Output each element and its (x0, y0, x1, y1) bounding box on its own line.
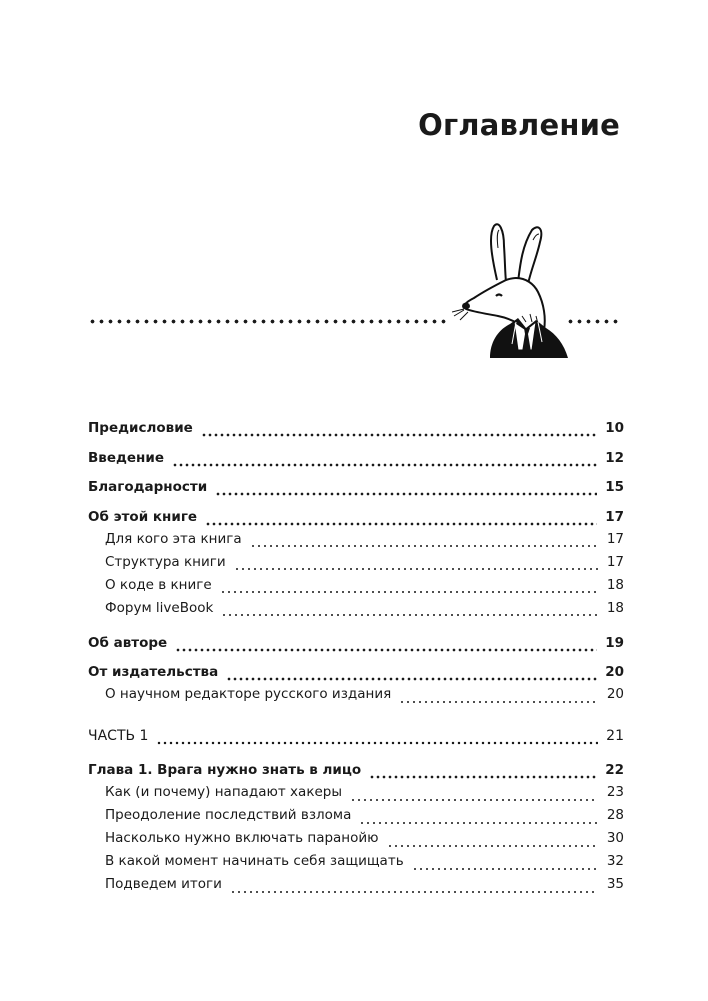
toc-entry-introduction[interactable] (88, 450, 624, 472)
toc-entry-label: О коде в книге (105, 576, 212, 593)
page-title: Оглавление (418, 108, 620, 142)
dotted-divider-right (566, 319, 620, 324)
toc-entry-about-book[interactable] (88, 509, 624, 531)
toc-subentry-audience[interactable] (88, 531, 624, 554)
toc-subentry-forum[interactable] (88, 600, 624, 623)
dot-leader (220, 590, 598, 594)
toc-entry-label: Введение (88, 449, 164, 466)
dot-leader (156, 741, 598, 745)
toc-entry-page: 30 (606, 830, 624, 846)
toc-subentry-code[interactable] (88, 577, 624, 600)
dot-leader (175, 648, 597, 652)
toc-entry-label: ЧАСТЬ 1 (88, 728, 149, 744)
toc-subentry-when-to-defend[interactable] (88, 853, 624, 876)
toc-entry-page: 28 (606, 807, 624, 823)
dot-leader (369, 775, 597, 779)
toc-subentry-paranoia[interactable] (88, 830, 624, 853)
rabbit-in-suit-illustration (452, 218, 570, 358)
toc-entry-label: Структура книги (105, 553, 226, 570)
toc-entry-page: 20 (605, 664, 624, 680)
dotted-divider-left (88, 319, 450, 324)
toc-entry-acknowledgements[interactable] (88, 479, 624, 501)
toc-entry-page: 12 (605, 449, 624, 466)
toc-entry-label: Благодарности (88, 479, 208, 495)
toc-entry-preface[interactable] (88, 420, 624, 442)
toc-entry-page: 20 (606, 686, 624, 702)
toc-entry-page: 18 (606, 599, 624, 616)
toc-entry-about-author[interactable] (88, 635, 624, 657)
toc-entry-page: 17 (606, 553, 624, 570)
toc-entry-page: 17 (605, 508, 624, 525)
toc-entry-label: В какой момент начинать себя защищать (105, 853, 404, 869)
toc-entry-label: Предисловие (88, 420, 193, 436)
toc-entry-label: Форум liveBook (105, 599, 214, 616)
toc-entry-label: Преодоление последствий взлома (105, 807, 352, 823)
toc-entry-page: 21 (606, 728, 624, 744)
toc-entry-publisher[interactable] (88, 664, 624, 686)
toc-entry-label: О научном редакторе русского издания (105, 686, 392, 702)
toc-entry-label: Глава 1. Врага нужно знать в лицо (88, 762, 362, 778)
toc-subentry-summary[interactable] (88, 876, 624, 899)
table-of-contents (88, 420, 624, 899)
dot-leader (350, 798, 598, 802)
toc-entry-part-1[interactable] (88, 728, 624, 750)
toc-subentry-how-hackers-attack[interactable] (88, 784, 624, 807)
dot-leader (221, 613, 598, 617)
dot-leader (250, 544, 598, 548)
toc-entry-label: Об этой книге (88, 508, 198, 525)
toc-entry-page: 35 (606, 876, 624, 892)
dot-leader (399, 700, 598, 704)
toc-entry-label: Как (и почему) нападают хакеры (105, 784, 343, 800)
toc-entry-label: Для кого эта книга (105, 530, 242, 547)
toc-entry-label: Об авторе (88, 634, 168, 651)
toc-entry-page: 32 (606, 853, 624, 869)
toc-entry-page: 10 (605, 420, 624, 436)
toc-subentry-science-editor[interactable] (88, 686, 624, 709)
dot-leader (201, 433, 597, 437)
toc-entry-label: Насколько нужно включать паранойю (105, 830, 379, 846)
toc-entry-chapter-1[interactable] (88, 762, 624, 784)
toc-entry-page: 19 (605, 634, 624, 651)
toc-entry-page: 15 (605, 479, 624, 495)
dot-leader (359, 821, 598, 825)
toc-entry-page: 18 (606, 576, 624, 593)
dot-leader (215, 492, 597, 496)
dot-leader (387, 844, 598, 848)
toc-subentry-breach-recovery[interactable] (88, 807, 624, 830)
toc-subentry-structure[interactable] (88, 554, 624, 577)
toc-entry-page: 17 (606, 530, 624, 547)
dot-leader (226, 677, 597, 681)
dot-leader (172, 463, 597, 467)
dot-leader (205, 522, 597, 526)
toc-entry-page: 23 (606, 784, 624, 800)
dot-leader (234, 567, 598, 571)
toc-entry-label: От издательства (88, 664, 219, 680)
dot-leader (412, 867, 598, 871)
toc-entry-label: Подведем итоги (105, 876, 222, 892)
toc-entry-page: 22 (605, 762, 624, 778)
dot-leader (230, 890, 598, 894)
